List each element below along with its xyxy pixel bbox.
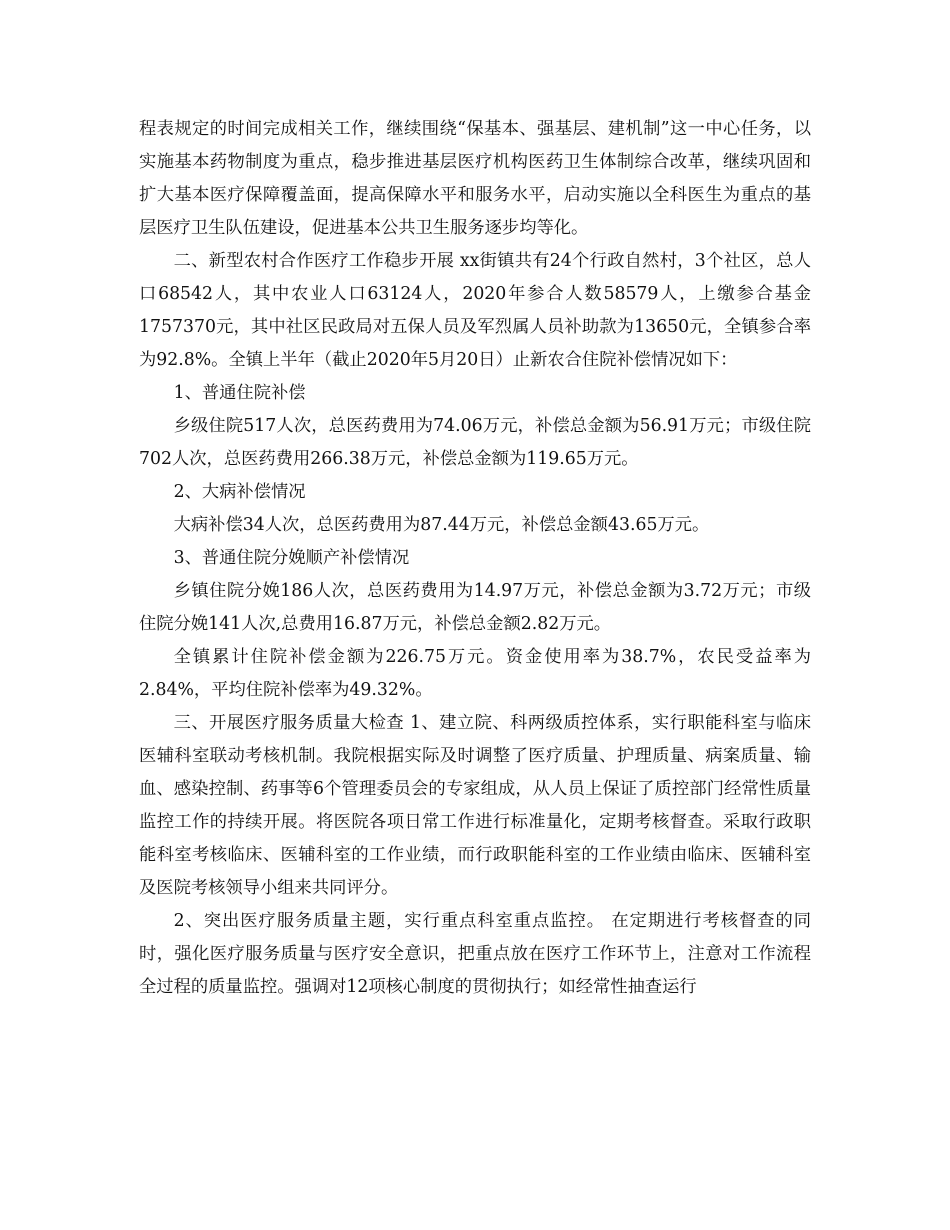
paragraph-major-illness: 大病补偿34人次，总医药费用为87.44万元，补偿总金额43.65万元。 <box>173 515 710 535</box>
subheading-ordinary-hospitalization: 1、普通住院补偿 <box>173 383 306 403</box>
paragraph-childbirth: 乡镇住院分娩186人次，总医药费用为14.97万元，补偿总金额为3.72万元；市级住院分娩141人次,总费用16.87万元，补偿总金额2.82万元。 <box>139 581 811 634</box>
paragraph-rural-cooperative-medical: 二、新型农村合作医疗工作稳步开展 xx街镇共有24个行政自然村，3个社区，总人口68542人，其中农业人口63124人，2020年参合人数58579人，上缴参合基金1757370元，其中社区民政局对五保人员及军烈属人员补助款为13650元，全镇参合率为92.8%。全镇上半年（截止2020年5月20日）止新农合住院补偿情况如下： <box>139 251 811 370</box>
subheading-major-illness: 2、大病补偿情况 <box>173 482 306 502</box>
document-page <box>139 113 811 1004</box>
paragraph-cumulative-compensation: 全镇累计住院补偿金额为226.75万元。资金使用率为38.7%，农民受益率为2.84%，平均住院补偿率为49.32%。 <box>139 647 811 700</box>
paragraph-intro-continuation: 程表规定的时间完成相关工作，继续围绕“保基本、强基层、建机制”这一中心任务，以实施基本药物制度为重点，稳步推进基层医疗机构医药卫生体制综合改革，继续巩固和扩大基本医疗保障覆盖面，提高保障水平和服务水平，启动实施以全科医生为重点的基层医疗卫生队伍建设，促进基本公共卫生服务逐步均等化。 <box>139 119 811 238</box>
paragraph-key-department-monitoring: 2、突出医疗服务质量主题，实行重点科室重点监控。 在定期进行考核督查的同时，强化医疗服务质量与医疗安全意识，把重点放在医疗工作环节上，注意对工作流程全过程的质量监控。强调对12项核心制度的贯彻执行；如经常性抽查运行 <box>139 911 811 997</box>
subheading-childbirth: 3、普通住院分娩顺产补偿情况 <box>173 548 410 568</box>
paragraph-ordinary-hospitalization: 乡级住院517人次，总医药费用为74.06万元，补偿总金额为56.91万元；市级住院702人次，总医药费用266.38万元，补偿总金额为119.65万元。 <box>139 416 811 469</box>
paragraph-quality-inspection: 三、开展医疗服务质量大检查 1、建立院、科两级质控体系，实行职能科室与临床医辅科室联动考核机制。我院根据实际及时调整了医疗质量、护理质量、病案质量、输血、感染控制、药事等6个管理委员会的专家组成，从人员上保证了质控部门经常性质量监控工作的持续开展。将医院各项日常工作进行标准量化，定期考核督查。采取行政职能科室考核临床、医辅科室的工作业绩，而行政职能科室的工作业绩由临床、医辅科室及医院考核领导小组来共同评分。 <box>139 713 811 898</box>
